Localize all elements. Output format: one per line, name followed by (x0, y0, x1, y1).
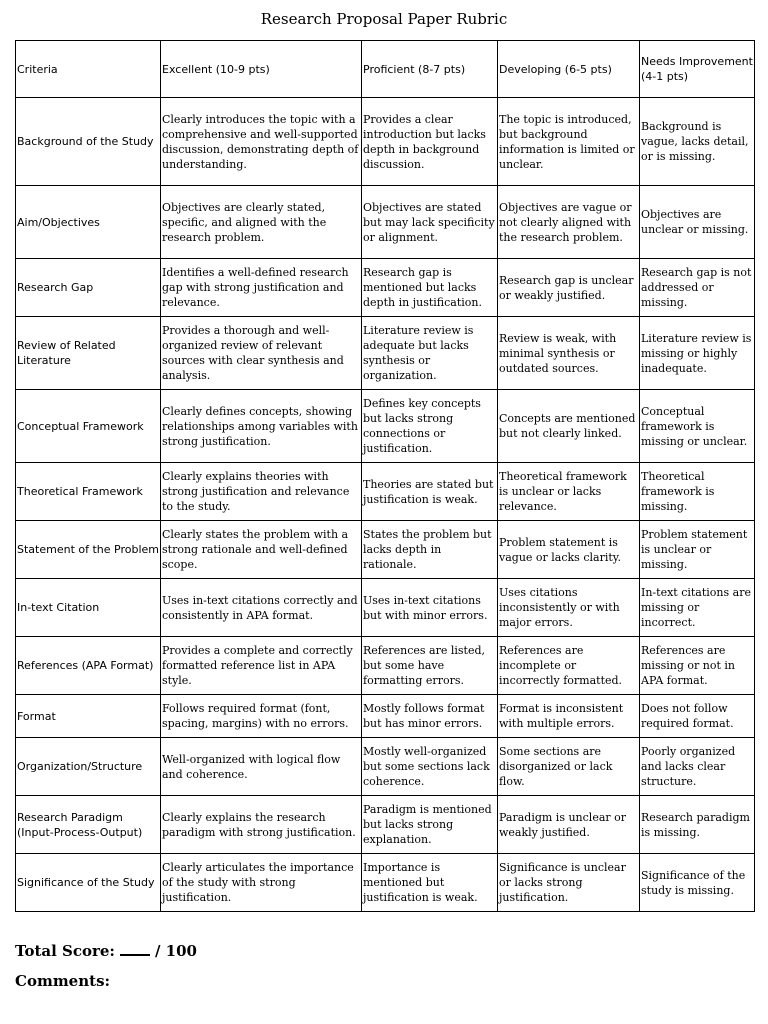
header-needs-improvement: Needs Improvement (4-1 pts) (640, 41, 755, 98)
developing-cell: Some sections are disorganized or lack flow. (498, 738, 640, 796)
proficient-cell: Research gap is mentioned but lacks depth in justification. (362, 259, 498, 317)
total-score-label: Total Score: (15, 942, 115, 960)
table-row (16, 738, 755, 796)
developing-cell: Review is weak, with minimal synthesis or outdated sources. (498, 317, 640, 390)
table-row (16, 317, 755, 390)
needs-improvement-cell: In-text citations are missing or incorrect. (640, 579, 755, 637)
proficient-cell: Uses in-text citations but with minor errors. (362, 579, 498, 637)
table-row (16, 579, 755, 637)
table-row (16, 695, 755, 738)
comments-label: Comments: (15, 972, 111, 990)
proficient-cell: Defines key concepts but lacks strong connections or justification. (362, 390, 498, 463)
needs-improvement-cell: Conceptual framework is missing or unclear. (640, 390, 755, 463)
criteria-cell: Organization/Structure (16, 738, 161, 796)
excellent-cell: Well-organized with logical flow and coherence. (161, 738, 362, 796)
developing-cell: Theoretical framework is unclear or lacks relevance. (498, 463, 640, 521)
table-row (16, 796, 755, 854)
rubric-table (15, 40, 755, 912)
needs-improvement-cell: References are missing or not in APA format. (640, 637, 755, 695)
proficient-cell: Objectives are stated but may lack specificity or alignment. (362, 186, 498, 259)
needs-improvement-cell: Literature review is missing or highly inadequate. (640, 317, 755, 390)
table-row (16, 854, 755, 912)
developing-cell: Significance is unclear or lacks strong justification. (498, 854, 640, 912)
needs-improvement-cell: Research gap is not addressed or missing. (640, 259, 755, 317)
needs-improvement-cell: Significance of the study is missing. (640, 854, 755, 912)
proficient-cell: States the problem but lacks depth in rationale. (362, 521, 498, 579)
total-score-suffix: / 100 (154, 942, 197, 960)
developing-cell: Paradigm is unclear or weakly justified. (498, 796, 640, 854)
excellent-cell: Clearly articulates the importance of the study with strong justification. (161, 854, 362, 912)
developing-cell: Research gap is unclear or weakly justified. (498, 259, 640, 317)
excellent-cell: Clearly states the problem with a strong rationale and well-defined scope. (161, 521, 362, 579)
needs-improvement-cell: Problem statement is unclear or missing. (640, 521, 755, 579)
criteria-cell: Research Gap (16, 259, 161, 317)
excellent-cell: Provides a thorough and well-organized review of relevant sources with clear synthesis and analysis. (161, 317, 362, 390)
header-excellent: Excellent (10-9 pts) (161, 41, 362, 98)
criteria-cell: References (APA Format) (16, 637, 161, 695)
page-title: Research Proposal Paper Rubric (260, 10, 508, 28)
table-row (16, 98, 755, 186)
excellent-cell: Follows required format (font, spacing, margins) with no errors. (161, 695, 362, 738)
developing-cell: Problem statement is vague or lacks clarity. (498, 521, 640, 579)
header-proficient: Proficient (8-7 pts) (362, 41, 498, 98)
criteria-cell: Significance of the Study (16, 854, 161, 912)
table-row (16, 463, 755, 521)
needs-improvement-cell: Theoretical framework is missing. (640, 463, 755, 521)
table-row (16, 637, 755, 695)
proficient-cell: Theories are stated but justification is weak. (362, 463, 498, 521)
table-row (16, 390, 755, 463)
criteria-cell: Aim/Objectives (16, 186, 161, 259)
table-row (16, 186, 755, 259)
criteria-cell: Theoretical Framework (16, 463, 161, 521)
criteria-cell: Statement of the Problem (16, 521, 161, 579)
needs-improvement-cell: Poorly organized and lacks clear structure. (640, 738, 755, 796)
excellent-cell: Clearly explains the research paradigm with strong justification. (161, 796, 362, 854)
needs-improvement-cell: Does not follow required format. (640, 695, 755, 738)
excellent-cell: Provides a complete and correctly formatted reference list in APA style. (161, 637, 362, 695)
excellent-cell: Uses in-text citations correctly and consistently in APA format. (161, 579, 362, 637)
needs-improvement-cell: Objectives are unclear or missing. (640, 186, 755, 259)
proficient-cell: Importance is mentioned but justification is weak. (362, 854, 498, 912)
table-row (16, 259, 755, 317)
proficient-cell: Mostly well-organized but some sections lack coherence. (362, 738, 498, 796)
score-blank (120, 941, 150, 956)
developing-cell: References are incomplete or incorrectly formatted. (498, 637, 640, 695)
proficient-cell: References are listed, but some have formatting errors. (362, 637, 498, 695)
criteria-cell: Review of Related Literature (16, 317, 161, 390)
criteria-cell: Research Paradigm (Input-Process-Output) (16, 796, 161, 854)
criteria-cell: Background of the Study (16, 98, 161, 186)
developing-cell: Uses citations inconsistently or with major errors. (498, 579, 640, 637)
header-row (16, 41, 755, 98)
proficient-cell: Mostly follows format but has minor errors. (362, 695, 498, 738)
criteria-cell: Format (16, 695, 161, 738)
criteria-cell: Conceptual Framework (16, 390, 161, 463)
total-score-line (15, 941, 197, 961)
excellent-cell: Clearly explains theories with strong justification and relevance to the study. (161, 463, 362, 521)
excellent-cell: Identifies a well-defined research gap with strong justification and relevance. (161, 259, 362, 317)
developing-cell: Objectives are vague or not clearly aligned with the research problem. (498, 186, 640, 259)
table-row (16, 521, 755, 579)
developing-cell: Concepts are mentioned but not clearly linked. (498, 390, 640, 463)
needs-improvement-cell: Research paradigm is missing. (640, 796, 755, 854)
excellent-cell: Clearly introduces the topic with a comprehensive and well-supported discussion, demonstrating depth of understanding. (161, 98, 362, 186)
proficient-cell: Literature review is adequate but lacks synthesis or organization. (362, 317, 498, 390)
excellent-cell: Clearly defines concepts, showing relationships among variables with strong justification. (161, 390, 362, 463)
proficient-cell: Paradigm is mentioned but lacks strong explanation. (362, 796, 498, 854)
criteria-cell: In-text Citation (16, 579, 161, 637)
needs-improvement-cell: Background is vague, lacks detail, or is missing. (640, 98, 755, 186)
excellent-cell: Objectives are clearly stated, specific, and aligned with the research problem. (161, 186, 362, 259)
developing-cell: Format is inconsistent with multiple errors. (498, 695, 640, 738)
header-criteria: Criteria (16, 41, 161, 98)
proficient-cell: Provides a clear introduction but lacks depth in background discussion. (362, 98, 498, 186)
header-developing: Developing (6-5 pts) (498, 41, 640, 98)
developing-cell: The topic is introduced, but background information is limited or unclear. (498, 98, 640, 186)
